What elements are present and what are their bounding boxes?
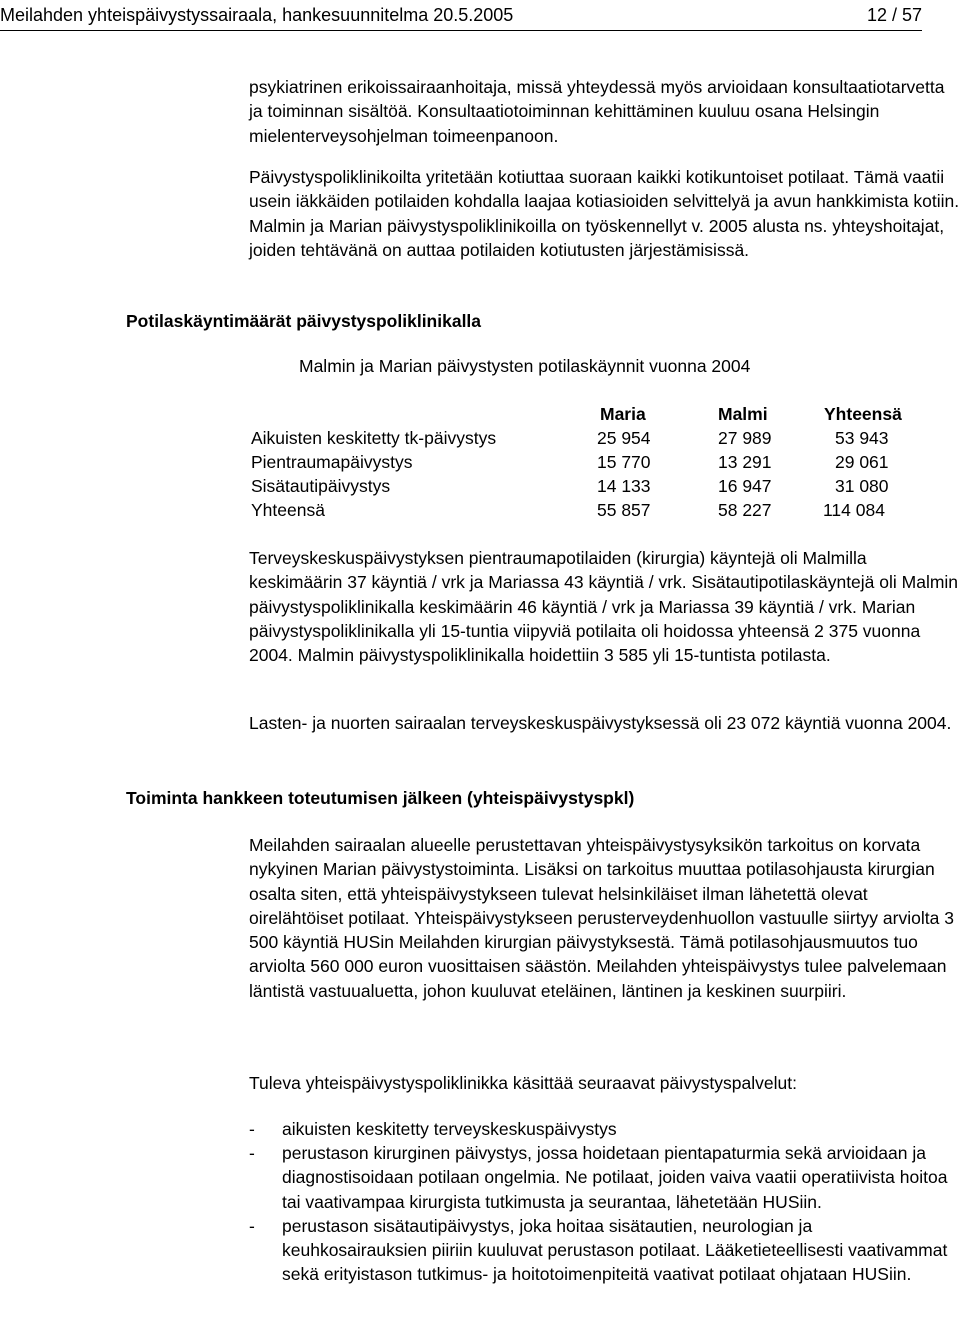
heading-after-project: Toiminta hankkeen toteutumisen jälkeen (yhteispäivystyspkl): [126, 788, 635, 808]
list-item: [249, 1117, 960, 1141]
row-label: Aikuisten keskitetty tk-päivystys: [251, 428, 497, 448]
list-item-text: perustason kirurginen päivystys, jossa hoidetaan pientapaturmia sekä arvioidaan ja diagnostisoidaan potilaan ongelmia. Ne potilaat, joiden vaiva vaatii operatiivista hoitoa tai vaativampaa kirurgista tutkimusta ja seurantaa, lähetetään HUSiin.: [282, 1143, 948, 1212]
row-label: Yhteensä: [251, 500, 325, 520]
document-title: Meilahden yhteispäivystyssairaala, hankesuunnitelma 20.5.2005: [0, 5, 514, 25]
list-item: [249, 1214, 960, 1287]
cell-malmi: 16 947: [718, 476, 772, 496]
list-item-text: perustason sisätautipäivystys, joka hoitaa sisätautien, neurologian ja keuhkosairauksien piiriin kuuluvat perustason potilaat. Lääketieteellisesti vaativammat sekä erityistason tutkimus- ja hoitotoimenpiteitä vaativat potilaat ohjataan HUSiin.: [282, 1215, 948, 1285]
table-row: [251, 474, 911, 498]
cell-maria: 14 133: [597, 476, 651, 496]
table-row: [251, 450, 911, 474]
heading-visit-counts: Potilaskäyntimäärät päivystyspoliklinikalla: [126, 311, 482, 331]
list-dash: -: [249, 1119, 255, 1139]
cell-maria: 25 954: [597, 428, 651, 448]
row-label: Pientraumapäivystys: [251, 452, 413, 472]
paragraph-consultation: psykiatrinen erikoissairaanhoitaja, missä yhteydessä myös arvioidaan konsultaatiotarvetta ja toiminnan sisältöä. Konsultaatiotoiminnan kehittäminen kuuluu osana Helsingin mielenterveysohjelman toimeenpanoon.: [249, 77, 945, 146]
list-dash: -: [249, 1143, 255, 1164]
cell-malmi: 58 227: [718, 500, 772, 520]
cell-total: 31 080: [835, 476, 889, 496]
column-header-malmi: Malmi: [718, 404, 768, 424]
visits-table: [251, 402, 911, 522]
list-item-text: aikuisten keskitetty terveyskeskuspäivystys: [282, 1119, 617, 1139]
table-header-row: [251, 402, 911, 426]
cell-total: 29 061: [835, 452, 889, 472]
cell-total: 53 943: [835, 428, 889, 448]
column-header-maria: Maria: [600, 404, 646, 424]
table-row: [251, 426, 911, 450]
page-number: 12 / 57: [866, 5, 922, 25]
paragraph-services-intro: Tuleva yhteispäivystyspoliklinikka käsittää seuraavat päivystyspalvelut:: [249, 1073, 797, 1093]
cell-maria: 55 857: [597, 500, 651, 520]
paragraph-discharge: Päivystyspoliklinikoilta yritetään kotiuttaa suoraan kaikki kotikuntoiset potilaat. Tämä vaatii usein iäkkäiden potilaiden kohdalla laajaa kotiasioiden selvittelyä ja avun hankkimista kotiin. Malmin ja Marian päivystyspoliklinikoilla on työskennellyt v. 2005 alusta ns. yhteyshoitajat, joiden tehtävänä on auttaa potilaiden kotiutusten järjestämisissä.: [249, 167, 960, 260]
cell-malmi: 13 291: [718, 452, 772, 472]
table-title: Malmin ja Marian päivystysten potilaskäynnit vuonna 2004: [299, 356, 751, 376]
list-item: [249, 1141, 960, 1214]
paragraph-meilahti-unit: Meilahden sairaalan alueelle perustettavan yhteispäivystysyksikön tarkoitus on korvata nykyinen Marian päivystystoiminta. Lisäksi on tarkoitus muuttaa potilasohjausta kirurgian osalta siten, että yhteispäivystykseen tulevat helsinkiläiset ilman lähetettä olevat oirelähtöiset potilaat. Yhteispäivystykseen perusterveydenhuollon vastuulle siirtyy arviolta 3 500 käyntiä HUSin Meilahden kirurgian päivystyksestä. Tämä potilasohjausmuutos tuo arviolta 560 000 euron vuosittaisen säästön. Meilahden yhteispäivystys tulee palvelemaan läntistä vastuualuetta, johon kuuluvat eteläinen, läntinen ja keskinen suurpiiri.: [249, 835, 954, 1001]
list-dash: -: [249, 1215, 255, 1236]
paragraph-visit-details: Terveyskeskuspäivystyksen pientraumapotilaiden (kirurgia) käyntejä oli Malmilla keskimäärin 37 käyntiä / vrk ja Mariassa 43 käyntiä / vrk. Sisätautipotilaskäyntejä oli Malmin päivystyspoliklinikalla keskimäärin 46 käyntiä / vrk ja Mariassa 39 käyntiä / vrk. Marian päivystyspoliklinikalla yli 15-tuntia viipyviä potilaita oli hoidossa yhteensä 2 375 vuonna 2004. Malmin päivystyspoliklinikalla hoidettiin 3 585 yli 15-tuntista potilasta.: [249, 548, 959, 666]
cell-malmi: 27 989: [718, 428, 772, 448]
table-row: [251, 498, 911, 522]
paragraph-children: Lasten- ja nuorten sairaalan terveyskeskuspäivystyksessä oli 23 072 käyntiä vuonna 2004.: [249, 713, 952, 733]
column-header-total: Yhteensä: [824, 404, 902, 424]
cell-maria: 15 770: [597, 452, 651, 472]
row-label: Sisätautipäivystys: [251, 476, 391, 496]
cell-total: 114 084: [823, 500, 885, 520]
header-divider: [0, 30, 922, 31]
services-list: [249, 1117, 960, 1286]
page-header: [0, 0, 960, 30]
